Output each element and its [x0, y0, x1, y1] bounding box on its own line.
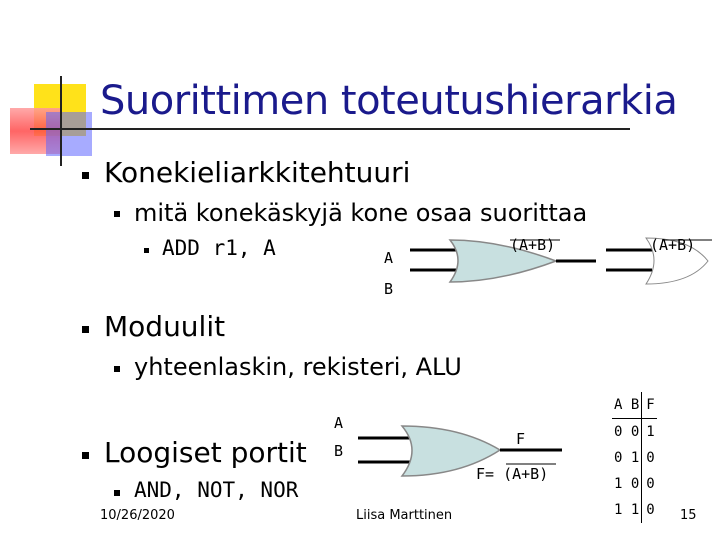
bullet-and-not-nor: AND, NOT, NOR [134, 478, 299, 502]
bullet-add-instruction: ADD r1, A [162, 236, 276, 260]
bullet-moduulit: Moduulit [104, 310, 226, 343]
bullet-marker [114, 490, 120, 496]
bullet-marker [114, 211, 120, 217]
truth-table-cell-ab: 1 1 [614, 502, 640, 518]
slide-title: Suorittimen toteutushierarkia [100, 78, 678, 124]
truth-table-row [612, 445, 657, 471]
bullet-marker [82, 172, 89, 179]
decor-blue-square [46, 112, 92, 156]
truth-table-row [612, 497, 657, 523]
nor-formula: F= (A+B) [476, 465, 549, 483]
truth-table-cell-ab: 0 0 [614, 424, 640, 440]
truth-table-cell-ab: 1 0 [614, 476, 640, 492]
footer-date: 10/26/2020 [100, 508, 175, 523]
bullet-marker [82, 326, 89, 333]
decor-horizontal-line [30, 128, 630, 130]
bottom-gate-input-a: A [334, 414, 344, 432]
bottom-gate-input-b: B [334, 442, 344, 460]
truth-table-cell-f: 0 [642, 445, 657, 471]
top-gate-input-a: A [384, 249, 394, 267]
truth-table-header [612, 392, 657, 419]
truth-table-cell-f: 1 [642, 419, 657, 446]
footer-author: Liisa Marttinen [356, 508, 453, 523]
bullet-marker [144, 248, 149, 253]
bullet-konekaskyt: mitä konekäskyjä kone osaa suorittaa [134, 199, 588, 227]
bullet-konekieliarkkitehtuuri: Konekieliarkkitehtuuri [104, 156, 411, 189]
footer-page-number: 15 [680, 508, 697, 523]
truth-table-cell-f: 0 [642, 497, 657, 523]
bullet-marker [114, 366, 120, 372]
truth-table-row [612, 419, 657, 446]
truth-table-header-ab: A B [612, 392, 642, 419]
decor-vertical-line [60, 76, 62, 166]
truth-table-row [612, 471, 657, 497]
truth-table [612, 392, 657, 523]
nor-gate-diagram [330, 410, 570, 500]
bullet-loogiset-portit: Loogiset portit [104, 436, 307, 469]
top-gate-output-right: (A+B) [650, 236, 696, 254]
bullet-marker [82, 452, 89, 459]
bullet-yhteenlaskin: yhteenlaskin, rekisteri, ALU [134, 353, 462, 381]
bottom-gate-output-f: F [516, 430, 526, 448]
truth-table-cell-ab: 0 1 [614, 450, 640, 466]
top-gate-output-left: (A+B) [510, 236, 556, 254]
truth-table-cell-f: 0 [642, 471, 657, 497]
top-gate-input-b: B [384, 280, 394, 298]
truth-table-header-f: F [642, 392, 657, 419]
